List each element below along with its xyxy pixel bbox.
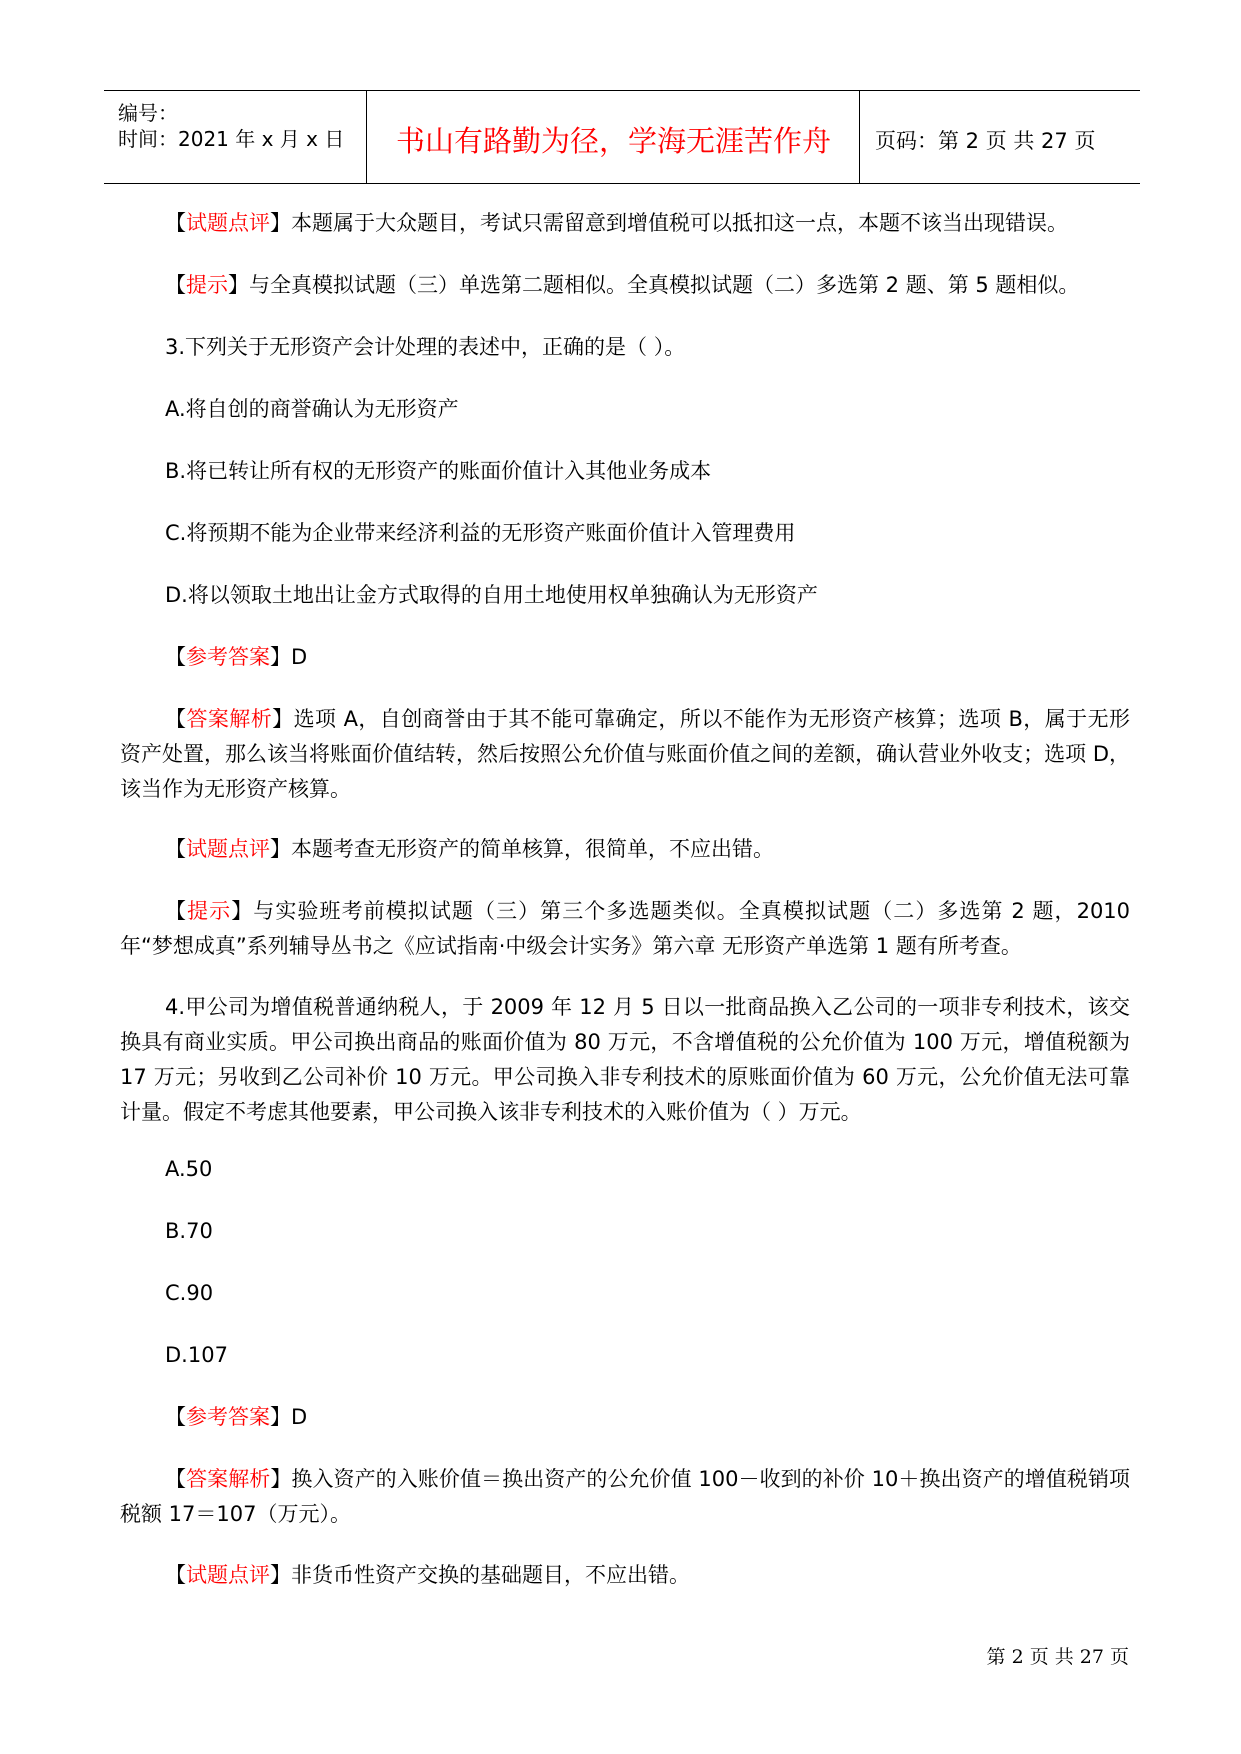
bracket-close: 】 [272,707,294,731]
paragraph-analysis-2 [120,1462,1130,1532]
header-motto: 书山有路勤为径，学海无涯苦作舟 [395,124,831,158]
question-4: 4.甲公司为增值税普通纳税人，于 2009 年 12 月 5 日以一批商品换入乙公司的一项非专利技术，该交换具有商业实质。甲公司换出商品的账面价值为 80 万元，不含增值税的公允价值为 100 万元，增值税额为 17 万元；另收到乙公司补价 10 万元。甲公司换入非专利技术的原账面价值为 60 万元，公允价值无法可靠计量。假定不考虑其他要素，甲公司换入该非专利技术的入账价值为（ ）万元。 [120,995,1130,1124]
option-d: D.107 [165,1343,228,1367]
time-label: 时间：2021 年 x 月 x 日 [118,127,345,151]
bracket-close: 】 [270,837,291,861]
bracket-close: 】 [270,1405,291,1429]
bracket-open: 【 [165,899,188,923]
tag-label: 答案解析 [186,707,273,731]
option-a: A.50 [165,1157,213,1181]
bracket-open: 【 [165,1467,187,1491]
bracket-close: 】 [270,645,291,669]
bracket-open: 【 [165,707,187,731]
document-header [104,90,1140,184]
paragraph-comment-2 [120,832,1130,867]
option-c: C.将预期不能为企业带来经济利益的无形资产账面价值计入管理费用 [165,521,796,545]
paragraph-answer-1 [120,640,1130,675]
paragraph-comment-3 [120,1558,1130,1593]
paragraph-hint-1 [120,268,1130,303]
paragraph-hint-2 [120,894,1130,964]
paragraph-answer-2 [120,1400,1130,1435]
header-meta-cell [104,91,367,183]
tag-label: 试题点评 [186,1563,270,1587]
bracket-open: 【 [165,645,186,669]
option-c: C.90 [165,1281,214,1305]
header-motto-cell [368,91,860,183]
paragraph-text: 与实验班考前模拟试题（三）第三个多选题类似。全真模拟试题（二）多选第 2 题，2010 年“梦想成真”系列辅导丛书之《应试指南·中级会计实务》第六章 无形资产单选第 1 题有所考查。 [120,899,1131,958]
tag-label: 参考答案 [186,1405,270,1429]
header-page-cell [861,91,1140,183]
tag-label: 试题点评 [186,211,270,235]
tag-label: 答案解析 [186,1467,271,1491]
header-page-label: 页码：第 2 页 共 27 页 [875,129,1096,153]
bracket-close: 】 [228,273,249,297]
page-footer: 第 2 页 共 27 页 [986,1646,1129,1668]
bracket-close: 】 [231,899,254,923]
bracket-open: 【 [165,1563,186,1587]
tag-label: 提示 [187,899,232,923]
bracket-close: 】 [270,1467,292,1491]
bracket-open: 【 [165,211,186,235]
option-b: B.70 [165,1219,213,1243]
paragraph-text: 与全真模拟试题（三）单选第二题相似。全真模拟试题（二）多选第 2 题、第 5 题相似。 [249,273,1080,297]
tag-label: 提示 [186,273,228,297]
option-b: B.将已转让所有权的无形资产的账面价值计入其他业务成本 [165,459,712,483]
bracket-close: 】 [270,211,291,235]
paragraph-text: D [291,645,308,669]
paragraph-text: 换入资产的入账价值＝换出资产的公允价值 100－收到的补价 10＋换出资产的增值税销项税额 17＝107（万元）。 [120,1467,1131,1526]
bracket-close: 】 [270,1563,291,1587]
paragraph-text: 本题考查无形资产的简单核算，很简单，不应出错。 [291,837,774,861]
bracket-open: 【 [165,837,186,861]
option-d: D.将以领取土地出让金方式取得的自用土地使用权单独确认为无形资产 [165,583,818,607]
bracket-open: 【 [165,1405,186,1429]
paragraph-text: 非货币性资产交换的基础题目，不应出错。 [291,1563,690,1587]
paragraph-text: 选项 A，自创商誉由于其不能可靠确定，所以不能作为无形资产核算；选项 B，属于无形资产处置，那么该当将账面价值结转，然后按照公允价值与账面价值之间的差额，确认营业外收支；选项 D，该当作为无形资产核算。 [120,707,1131,801]
bracket-open: 【 [165,273,186,297]
paragraph-text: D [291,1405,308,1429]
paragraph-text: 本题属于大众题目，考试只需留意到增值税可以抵扣这一点，本题不该当出现错误。 [291,211,1068,235]
question-3: 3.下列关于无形资产会计处理的表述中，正确的是（ ）。 [165,335,686,359]
tag-label: 试题点评 [186,837,270,861]
paragraph-comment-1 [120,206,1130,241]
paragraph-analysis-1 [120,702,1130,807]
tag-label: 参考答案 [186,645,270,669]
number-label: 编号： [118,101,178,125]
option-a: A.将自创的商誉确认为无形资产 [165,397,459,421]
